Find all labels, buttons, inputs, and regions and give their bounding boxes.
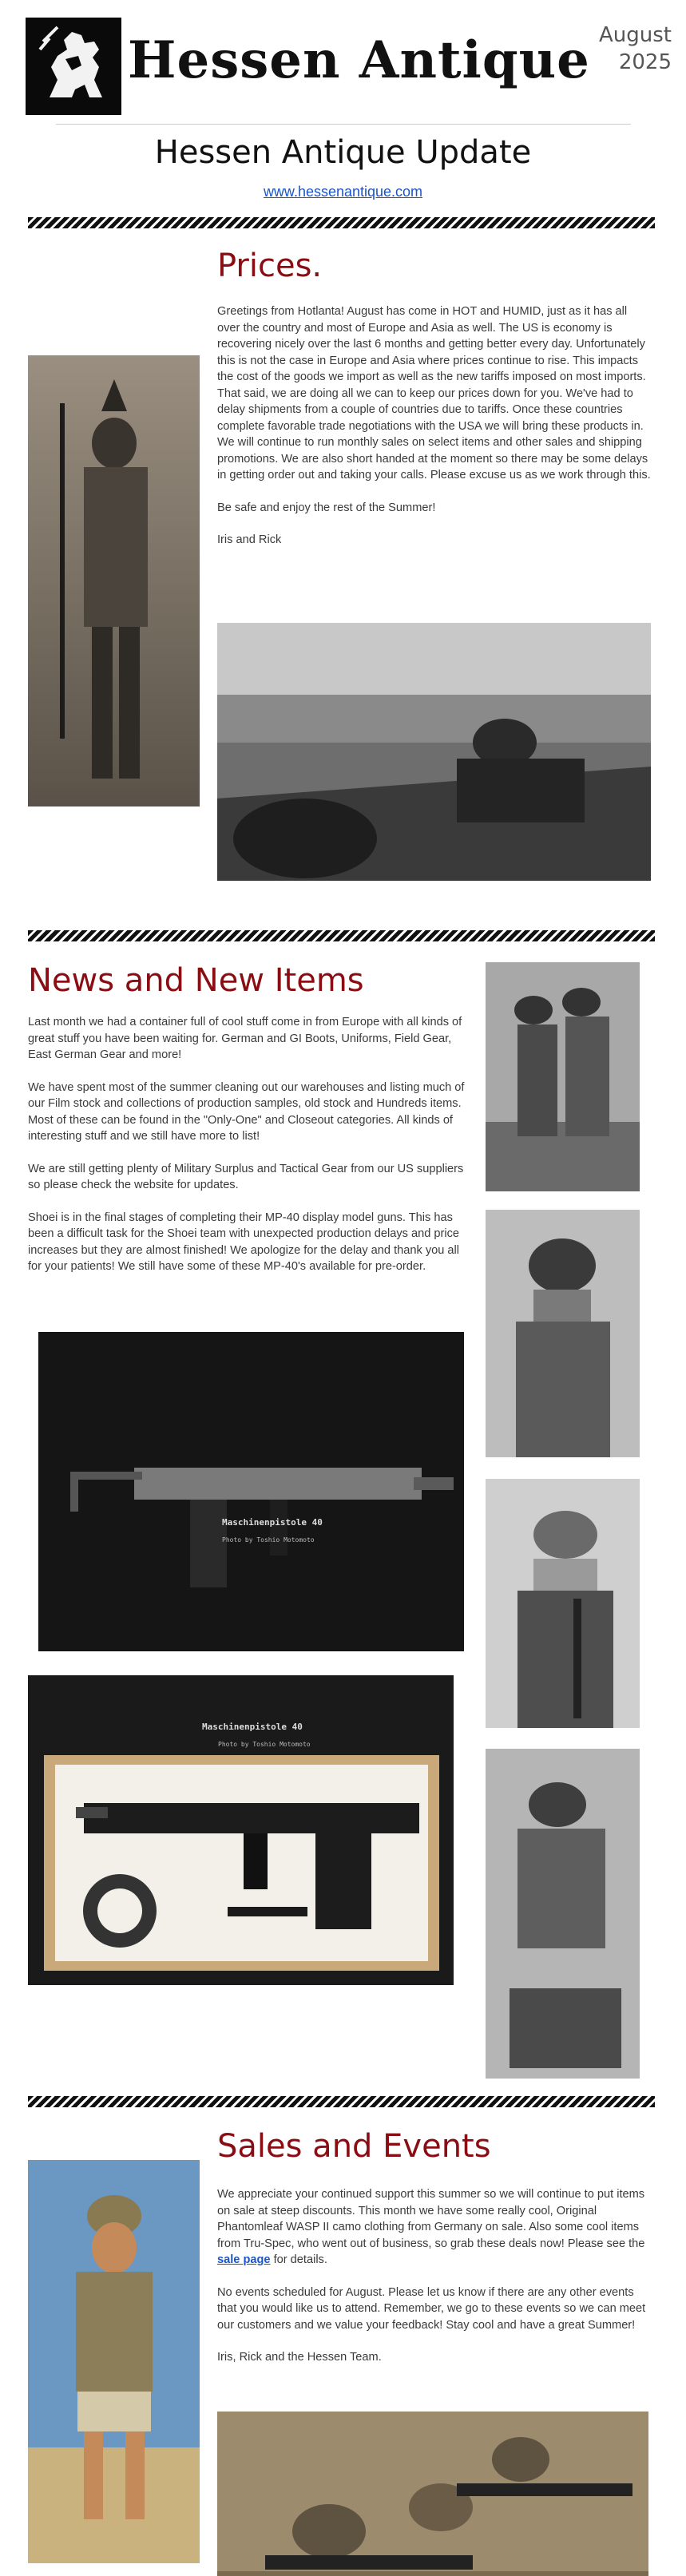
issue-date bbox=[599, 22, 672, 77]
photo-soldiers-in-boat bbox=[217, 623, 651, 881]
newsletter-title: Hessen Antique Update bbox=[154, 134, 532, 171]
photo-credit: Photo by Toshio Motomoto bbox=[222, 1536, 315, 1544]
lion-icon bbox=[26, 18, 121, 115]
header-divider bbox=[56, 124, 631, 125]
photo-credit: Photo by Toshio Motomoto bbox=[218, 1741, 311, 1748]
issue-year: 2025 bbox=[618, 50, 672, 74]
section-heading-prices: Prices. bbox=[217, 248, 323, 284]
photo-afrika-korps-soldier bbox=[28, 2160, 200, 2563]
news-paragraph: We have spent most of the summer cleaning out our warehouses and listing much of our Film stock and collections of production samples, old stock and Hundreds items. Most of these can be found in the "Only-One" and Closeout categories. All kinds of interesting stuff and we still have more to list! bbox=[28, 1080, 465, 1143]
section-divider bbox=[28, 217, 655, 228]
photo-mp40-model bbox=[38, 1332, 464, 1651]
brand-name: Hessen Antique bbox=[128, 30, 590, 90]
section-heading-news: News and New Items bbox=[28, 962, 364, 999]
sales-text: for details. bbox=[270, 2253, 327, 2266]
photo-soldier-desert-cap bbox=[486, 1479, 640, 1728]
photo-soldiers-with-machine-guns bbox=[217, 2412, 648, 2576]
photo-soldier-helmet bbox=[486, 1210, 640, 1457]
prices-body bbox=[217, 303, 652, 565]
photo-soldier-crate bbox=[486, 1749, 640, 2079]
website-link[interactable]: www.hessenantique.com bbox=[263, 184, 423, 200]
logo-lion-emblem bbox=[26, 18, 121, 115]
product-caption: Maschinenpistole 40 bbox=[202, 1722, 303, 1732]
news-paragraph: Last month we had a container full of cool stuff come in from Europe with all kinds of great stuff you have been waiting for. German and GI Boots, Uniforms, Field Gear, East German Gear and more! bbox=[28, 1016, 462, 1061]
sales-paragraph: No events scheduled for August. Please let us know if there are any other events that you would like us to attend. Remember, we go to these events so we can meet our customers and we value your feedback! Stay cool and have a great Summer! bbox=[217, 2285, 646, 2332]
photo-soldier-spiked-helmet bbox=[28, 355, 200, 806]
product-caption: Maschinenpistole 40 bbox=[222, 1517, 323, 1528]
sales-text: We appreciate your continued support this summer so we will continue to put items on sale at steep discounts. This month we have some really cool, Original Phantomleaf WASP II camo clothing from Germany on sale. Also some cool items from Tru-Spec, who went out of business, so grab these deals now! Please see the bbox=[217, 2188, 645, 2250]
photo-soldiers-with-rifles bbox=[486, 962, 640, 1191]
section-divider bbox=[28, 2096, 655, 2107]
sale-page-link[interactable]: sale page bbox=[217, 2253, 271, 2266]
photo-mp40-boxed bbox=[28, 1675, 454, 1985]
sales-paragraph bbox=[217, 2186, 652, 2269]
sales-signature: Iris, Rick and the Hessen Team. bbox=[217, 2351, 382, 2364]
prices-signature: Iris and Rick bbox=[217, 533, 282, 546]
sales-body bbox=[217, 2186, 652, 2382]
prices-closing: Be safe and enjoy the rest of the Summer! bbox=[217, 501, 436, 514]
section-divider bbox=[28, 930, 655, 941]
news-body bbox=[28, 1014, 471, 1291]
prices-paragraph: Greetings from Hotlanta! August has come in HOT and HUMID, just as it has all over the country and most of Europe and Asia as well. The US is economy is recovering nicely over the last 6 months and getting better every day. Unfortunately this is not the case in Europe and Asia where prices continue to rise. This impacts the cost of the goods we import as well as the new tariffs imposed on most imports. That said, we are doing all we can to keep our prices down for you. We've had to delay shipments from a couple of countries due to tariffs. Once these countries complete favorable trade negotiations with the USA we will bring these products in. We will continue to run monthly sales on select items and other sales and shipping promotions. We are also short handed at the moment so there may be some delays in getting order out and taking your calls. Please excuse us as we work through this. bbox=[217, 305, 651, 482]
issue-month: August bbox=[599, 23, 672, 47]
news-paragraph: Shoei is in the final stages of completing their MP-40 display model guns. This has been a difficult task for the Shoei team with unexpected production delays and price increases but they are almost finished! We apologize for the delay and thank you all for your patients! We still have some of these MP-40's available for pre-order. bbox=[28, 1211, 460, 1273]
news-paragraph: We are still getting plenty of Military Surplus and Tactical Gear from our US suppliers so please check the website for updates. bbox=[28, 1162, 464, 1191]
section-heading-sales: Sales and Events bbox=[217, 2128, 491, 2165]
